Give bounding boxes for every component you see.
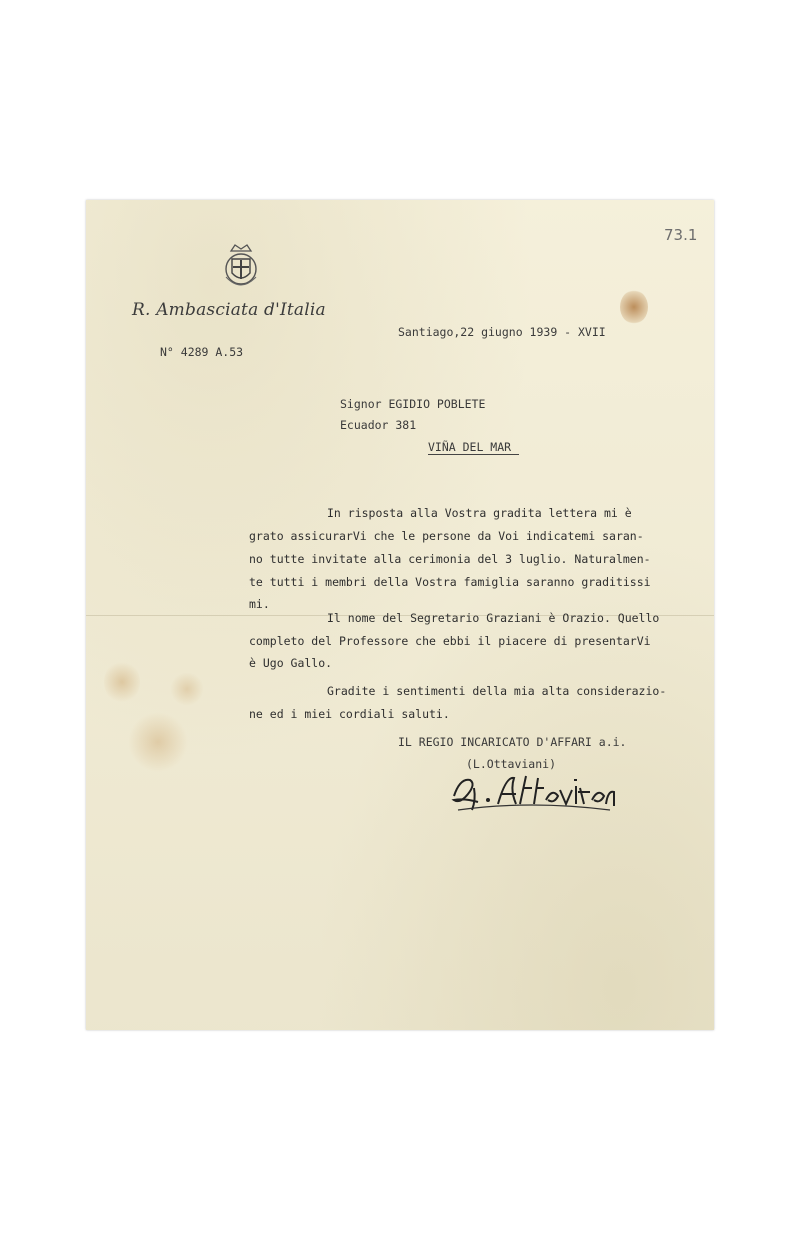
- coffee-stain: [620, 290, 648, 324]
- body-line: è Ugo Gallo.: [249, 656, 333, 670]
- water-stain: [104, 660, 140, 704]
- body-line: Il nome del Segretario Graziani è Orazio. Quello: [327, 611, 660, 625]
- signatory-name: (L.Ottaviani): [466, 757, 557, 771]
- archive-mark: 73.1: [664, 226, 698, 244]
- savoy-crest-icon: [221, 243, 261, 293]
- body-line: no tutte invitate alla cerimonia del 3 luglio. Naturalmen-: [249, 552, 651, 566]
- body-line: Gradite i sentimenti della mia alta considerazio-: [327, 684, 667, 698]
- body-line: In risposta alla Vostra gradita lettera mi è: [327, 506, 632, 520]
- body-line: grato assicurarVi che le persone da Voi indicatemi saran-: [249, 529, 644, 543]
- date-line: Santiago,22 giugno 1939 - XVII: [398, 325, 606, 339]
- reference-number: N° 4289 A.53: [160, 345, 244, 359]
- body-line: mi.: [249, 597, 270, 611]
- water-stain: [170, 672, 204, 706]
- recipient-street: Ecuador 381: [340, 418, 417, 432]
- body-line: te tutti i membri della Vostra famiglia saranno graditissi: [249, 575, 651, 589]
- letterhead-title: R. Ambasciata d'Italia: [132, 300, 326, 320]
- signatory-title: IL REGIO INCARICATO D'AFFARI a.i.: [398, 735, 627, 749]
- recipient-name: Signor EGIDIO POBLETE: [340, 397, 486, 411]
- water-stain: [128, 712, 188, 772]
- handwritten-signature: [450, 770, 620, 816]
- body-line: completo del Professore che ebbi il piacere di presentarVi: [249, 634, 651, 648]
- recipient-city: VIÑA DEL MAR: [428, 440, 519, 455]
- body-line: ne ed i miei cordiali saluti.: [249, 707, 450, 721]
